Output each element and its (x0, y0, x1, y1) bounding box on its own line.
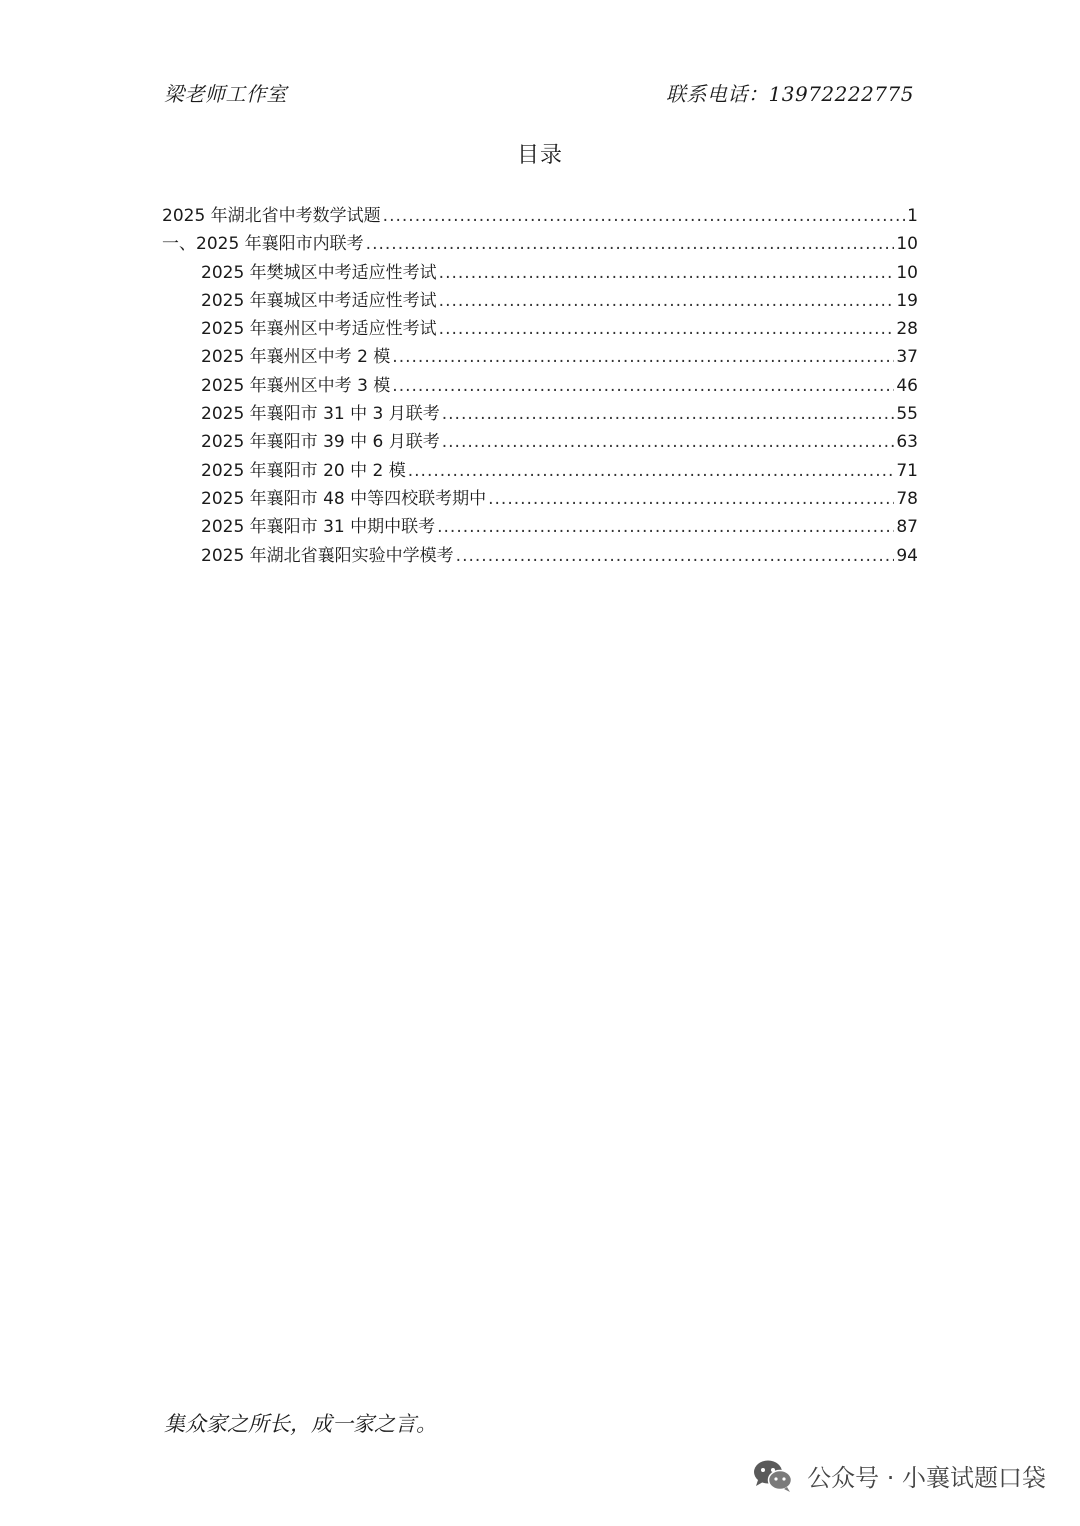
toc-entry-title: 2025 年襄阳市 31 中 3 月联考 (201, 404, 440, 425)
toc-dot-leader (442, 400, 895, 428)
toc-dot-leader (366, 230, 895, 258)
toc-entry-title: 一、2025 年襄阳市内联考 (162, 234, 364, 255)
toc-dot-leader (439, 259, 895, 287)
toc-entry-page-number: 10 (896, 234, 918, 255)
toc-entry-title: 2025 年襄城区中考适应性考试 (201, 290, 437, 311)
toc-entry-page-number: 1 (907, 206, 918, 226)
toc-entry-page-number: 10 (896, 262, 918, 283)
watermark-text: 公众号 · 小襄试题口袋 (807, 1464, 1046, 1492)
header-studio-name: 梁老师工作室 (164, 82, 287, 106)
toc-entry-title: 2025 年襄州区中考适应性考试 (201, 319, 437, 340)
toc-dot-leader (439, 315, 895, 343)
toc-dot-leader (488, 485, 894, 513)
toc-entry-title: 2025 年樊城区中考适应性考试 (201, 262, 437, 283)
toc-dot-leader (439, 287, 895, 315)
wechat-icon (753, 1459, 793, 1493)
toc-entry-page-number: 37 (896, 347, 918, 368)
toc-entry-page-number: 46 (896, 375, 918, 396)
toc-entry[interactable] (162, 485, 918, 513)
toc-entry[interactable] (162, 202, 918, 230)
toc-entry-title: 2025 年襄阳市 31 中期中联考 (201, 517, 436, 538)
toc-dot-leader (408, 457, 895, 485)
toc-entry[interactable] (162, 343, 918, 371)
toc-entry-page-number: 78 (896, 488, 918, 509)
toc-entry[interactable] (162, 372, 918, 400)
toc-dot-leader (383, 202, 906, 230)
toc-dot-leader (392, 372, 894, 400)
toc-entry[interactable] (162, 315, 918, 343)
watermark (753, 1458, 1046, 1493)
toc-entry[interactable] (162, 259, 918, 287)
toc-entry-page-number: 87 (896, 517, 918, 538)
toc-entry[interactable] (162, 400, 918, 428)
toc-entry-page-number: 94 (896, 545, 918, 566)
toc-entry-page-number: 19 (896, 290, 918, 311)
toc-entry[interactable] (162, 457, 918, 485)
toc-title: 目录 (516, 143, 563, 168)
toc-entry-title: 2025 年襄阳市 39 中 6 月联考 (201, 432, 440, 453)
toc-entry-page-number: 63 (896, 432, 918, 453)
toc-dot-leader (437, 513, 894, 541)
toc-entry-title: 2025 年襄阳市 20 中 2 模 (201, 460, 406, 481)
toc-entry[interactable] (162, 287, 918, 315)
toc-entry-title: 2025 年襄州区中考 2 模 (201, 347, 391, 368)
header-contact-phone: 联系电话：13972222775 (666, 82, 914, 106)
toc-entry-title: 2025 年湖北省襄阳实验中学模考 (201, 545, 454, 566)
toc-dot-leader (392, 343, 894, 371)
toc-entry-title: 2025 年襄阳市 48 中等四校联考期中 (201, 488, 487, 509)
toc-entry[interactable] (162, 230, 918, 258)
footer-quote: 集众家之所长，成一家之言。 (164, 1412, 437, 1436)
toc-entry[interactable] (162, 513, 918, 541)
toc-dot-leader (456, 542, 895, 570)
toc-entry-title: 2025 年湖北省中考数学试题 (162, 206, 381, 226)
toc-entry-page-number: 71 (896, 460, 918, 481)
toc-entry-page-number: 28 (896, 319, 918, 340)
toc-entry-page-number: 55 (896, 404, 918, 425)
toc-entry[interactable] (162, 542, 918, 570)
table-of-contents (162, 202, 918, 570)
toc-entry-title: 2025 年襄州区中考 3 模 (201, 375, 391, 396)
toc-entry[interactable] (162, 428, 918, 456)
toc-dot-leader (442, 428, 895, 456)
